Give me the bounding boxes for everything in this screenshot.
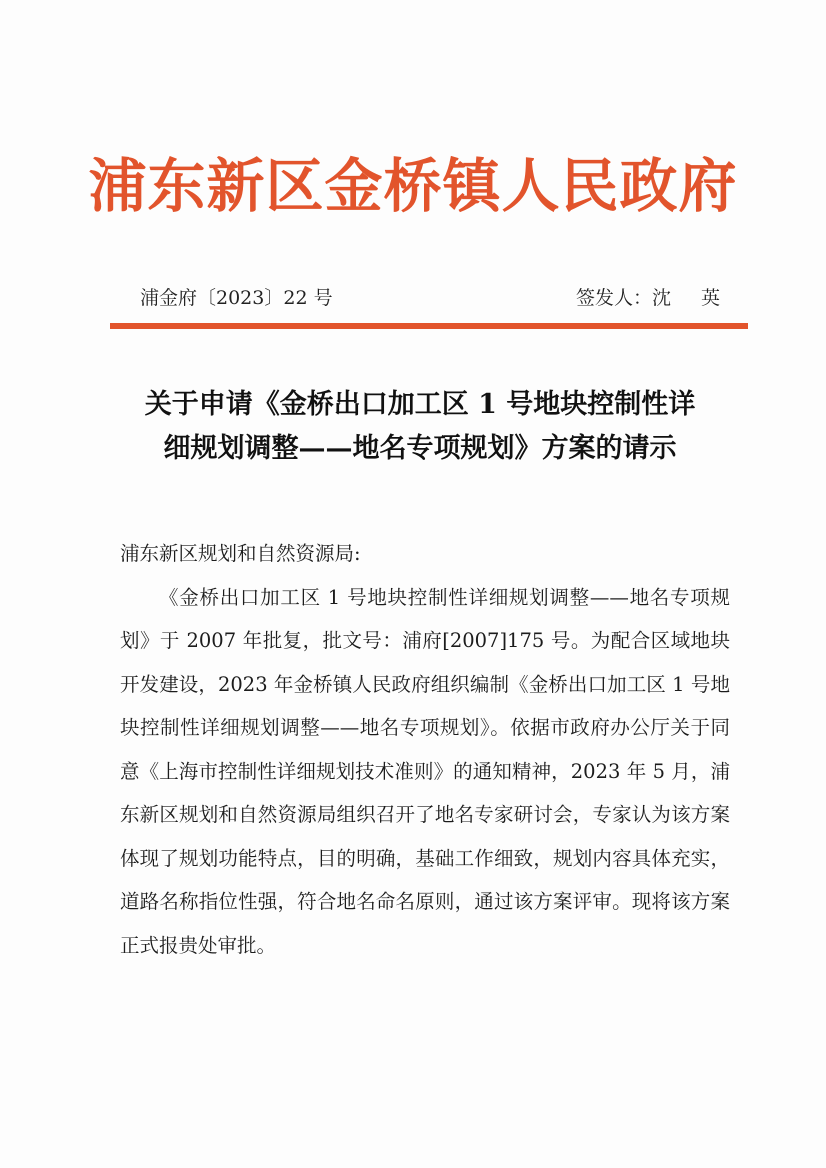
document-body [120, 532, 730, 967]
title-line-1: 关于申请《金桥出口加工区 1 号地块控制性详 [144, 389, 696, 420]
signer [576, 283, 732, 310]
signer-name: 沈 英 [651, 287, 732, 309]
salutation: 浦东新区规划和自然资源局: [120, 542, 361, 565]
red-separator-rule [110, 323, 748, 329]
document-meta-row [140, 283, 732, 317]
issuer-masthead: 浦东新区金桥镇人民政府 [88, 152, 738, 220]
body-paragraph: 《金桥出口加工区 1 号地块控制性详细规划调整——地名专项规划》于 2007 年批复，批文号：浦府[2007]175 号。为配合区域地块开发建设，2023 年金桥镇人民政府组织编制《金桥出口加工区 1 号地块控制性详细规划调整——地名专项规划》。依据市政府办公厅关于同意《上海市控制性详细规划技术准则》的通知精神，2023 年 5 月，浦东新区规划和自然资源局组织召开了地名专家研讨会，专家认为该方案体现了规划功能特点，目的明确，基础工作细致，规划内容具体充实，道路名称指位性强，符合地名命名原则，通过该方案评审。现将该方案正式报贵处审批。 [120, 585, 730, 957]
signer-label: 签发人： [575, 287, 652, 309]
document-number: 浦金府〔2023〕22 号 [140, 287, 333, 309]
document-title [100, 383, 740, 471]
title-line-2: 细规划调整——地名专项规划》方案的请示 [163, 433, 677, 464]
